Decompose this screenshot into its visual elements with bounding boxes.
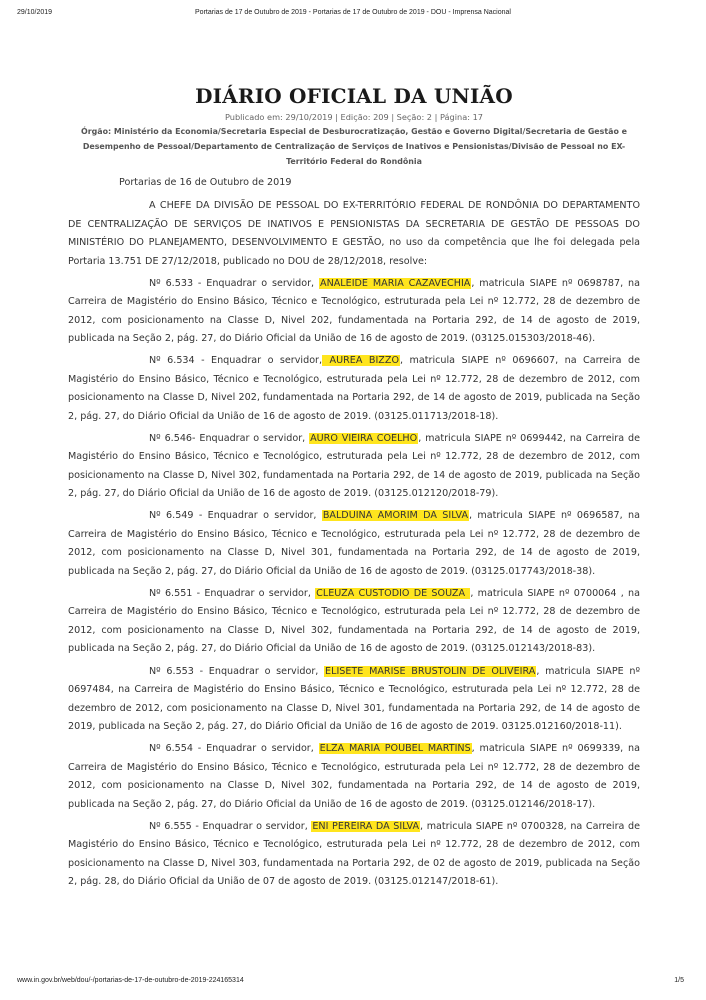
item-text: , matricula SIAPE nº 0700064 , na Carreira de Magistério do Ensino Básico, Técnico e Tecnológico, estruturada pela Lei nº 12.772, 28 de dezembro de 2012, com posicionamento na Classe D, Nivel 302, fundamentada na Portaria 292, de 14 de agosto de 2019, publicada na Seção 2, pág. 27, do Diário Oficial da União de 16 de agosto de 2019. (03125.012143/2018-83). bbox=[68, 587, 640, 655]
highlighted-name: ELISETE MARISE BRUSTOLIN DE OLIVEIRA bbox=[325, 665, 536, 677]
item-text: , matricula SIAPE nº 0698787, na Carreira de Magistério do Ensino Básico, Técnico e Tecnológico, estruturada pela Lei nº 12.772, 28 de dezembro de 2012, com posicionamento na Classe D, Nivel 202, fundamentada na Portaria 292, de 14 de agosto de 2019, publicada na Seção 2, pág. 27, do Diário Oficial da União de 16 de agosto de 2019. (03125.015303/2018-46). bbox=[68, 277, 641, 345]
item-text: , matricula SIAPE nº 0700328, na Carreira de Magistério do Ensino Básico, Técnico e Tecnológico, estruturada pela Lei nº 12.772, 28 de dezembro de 2012, com posicionamento na Classe D, Nivel 303, fundamentada na Portaria 292, de 02 de agosto de 2019, publicada na Seção 2, pág. 28, do Diário Oficial da União de 07 de agosto de 2019. (03125.012147/2018-61). bbox=[68, 820, 641, 888]
item-text: , matricula SIAPE nº 0697484, na Carreira de Magistério do Ensino Básico, Técnico e Tecnológico, estruturada pela Lei nº 12.772, 28 de dezembro de 2012, com posicionamento na Classe D, Nivel 301, fundamentada na Portaria 292, de 14 de agosto de 2019, publicada na Seção 2, pág. 27, do Diário Oficial da União de 16 de agosto de 2019. 03125.012160/2018-11). bbox=[68, 665, 640, 733]
item-prefix: Nº 6.549 - Enquadrar o servidor, bbox=[149, 510, 322, 522]
document-body bbox=[68, 84, 640, 892]
highlighted-name: ELZA MARIA POUBEL MARTINS bbox=[319, 743, 471, 755]
document-subtitle: Portarias de 16 de Outubro de 2019 bbox=[119, 177, 292, 188]
print-footer bbox=[0, 977, 706, 989]
print-header bbox=[0, 9, 706, 21]
item-prefix: Nº 6.554 - Enquadrar o servidor, bbox=[149, 743, 319, 755]
item-prefix: Nº 6.551 - Enquadrar o servidor, bbox=[149, 587, 316, 599]
portaria-item bbox=[68, 818, 640, 892]
portaria-item bbox=[68, 430, 640, 504]
print-date: 29/10/2019 bbox=[17, 9, 53, 16]
portaria-item bbox=[68, 275, 640, 349]
publication-info: Publicado em: 29/10/2019 | Edição: 209 | Seção: 2 | Página: 17 bbox=[224, 112, 484, 122]
item-text: , matricula SIAPE nº 0696587, na Carreira de Magistério do Ensino Básico, Técnico e Tecnológico, estruturada pela Lei nº 12.772, 28 de dezembro de 2012, com posicionamento na Classe D, Nivel 301, fundamentada na Portaria 292, de 14 de agosto de 2019, publicada na Seção 2, pág. 27, do Diário Oficial da União de 16 de agosto de 2019. (03125.017743/2018-38). bbox=[68, 510, 640, 577]
highlighted-name: AURO VIEIRA COELHO bbox=[310, 432, 418, 444]
page-number: 1/5 bbox=[674, 977, 684, 984]
portaria-item bbox=[68, 585, 640, 659]
portaria-item bbox=[68, 507, 640, 581]
masthead-title: DIÁRIO OFICIAL DA UNIÃO bbox=[195, 84, 513, 108]
orgao-line: Órgão: Ministério da Economia/Secretaria Especial de Desburocratização, Gestão e Governo Digital/Secretaria de Gestão e Desempenho de Pessoal/Departamento de Centralização de Serviços de Inativos e Pensionistas/Divisão de Pessoal no EX-Território Federal do Rondônia bbox=[81, 127, 627, 166]
item-text: , matricula SIAPE nº 0699339, na Carreira de Magistério do Ensino Básico, Técnico e Tecnológico, estruturada pela Lei nº 12.772, 28 de dezembro de 2012, com posicionamento na Classe D, Nivel 302, fundamentada na Portaria 292, de 14 de agosto de 2019, publicada na Seção 2, pág. 27, do Diário Oficial da União de 16 de agosto de 2019. (03125.012146/2018-17). bbox=[68, 743, 641, 810]
portaria-item bbox=[68, 352, 640, 426]
item-text: , matricula SIAPE nº 0696607, na Carreira de Magistério do Ensino Básico, Técnico e Tecnológico, estruturada pela Lei nº 12.772, 28 de dezembro de 2012, com posicionamento na Classe D, Nivel 202, fundamentada na Portaria 292, de 14 de agosto de 2019, publicada na Seção 2, pág. 27, do Diário Oficial da União de 16 de agosto de 2019. (03125.011713/2018-18). bbox=[68, 355, 640, 422]
highlighted-name: BALDUINA AMORIM DA SILVA bbox=[322, 510, 469, 522]
item-prefix: Nº 6.534 - Enquadrar o servidor, bbox=[149, 355, 323, 367]
highlighted-name: AUREA BIZZO bbox=[323, 355, 399, 367]
highlighted-name: ANALEIDE MARIA CAZAVECHIA bbox=[320, 277, 471, 289]
print-page-title: Portarias de 17 de Outubro de 2019 - Portarias de 17 de Outubro de 2019 - DOU - Imprensa Nacional bbox=[195, 9, 511, 16]
print-url: www.in.gov.br/web/dou/-/portarias-de-17-de-outubro-de-2019-224165314 bbox=[17, 977, 244, 984]
highlighted-name: CLEUZA CUSTODIO DE SOUZA bbox=[316, 587, 470, 599]
item-prefix: Nº 6.555 - Enquadrar o servidor, bbox=[149, 820, 312, 832]
item-prefix: Nº 6.553 - Enquadrar o servidor, bbox=[149, 665, 325, 677]
portaria-item bbox=[68, 740, 640, 814]
portaria-item bbox=[68, 663, 640, 737]
item-prefix: Nº 6.546- Enquadrar o servidor, bbox=[149, 432, 310, 444]
item-text: , matricula SIAPE nº 0699442, na Carreira de Magistério do Ensino Básico, Técnico e Tecnológico, estruturada pela Lei nº 12.772, 28 de dezembro de 2012, com posicionamento na Classe D, Nivel 302, fundamentada na Portaria 292, de 14 de agosto de 2019, publicada na Seção 2, pág. 27, do Diário Oficial da União de 16 de agosto de 2019. (03125.012120/2018-79). bbox=[68, 432, 641, 500]
highlighted-name: ENI PEREIRA DA SILVA bbox=[312, 820, 420, 832]
intro-paragraph: A CHEFE DA DIVISÃO DE PESSOAL DO EX-TERRITÓRIO FEDERAL DE RONDÔNIA DO DEPARTAMENTO DE CENTRALIZAÇÃO DE SERVIÇOS DE INATIVOS E PENSIONISTAS DA SECRETARIA DE GESTÃO DE PESSOAS DO MINISTÉRIO DO PLANEJAMENTO, DESENVOLVIMENTO E GESTÃO, no uso da competência que lhe foi delegada pela Portaria 13.751 DE 27/12/2018, publicado no DOU de 28/12/2018, resolve: bbox=[68, 200, 640, 267]
item-prefix: Nº 6.533 - Enquadrar o servidor, bbox=[149, 277, 319, 289]
